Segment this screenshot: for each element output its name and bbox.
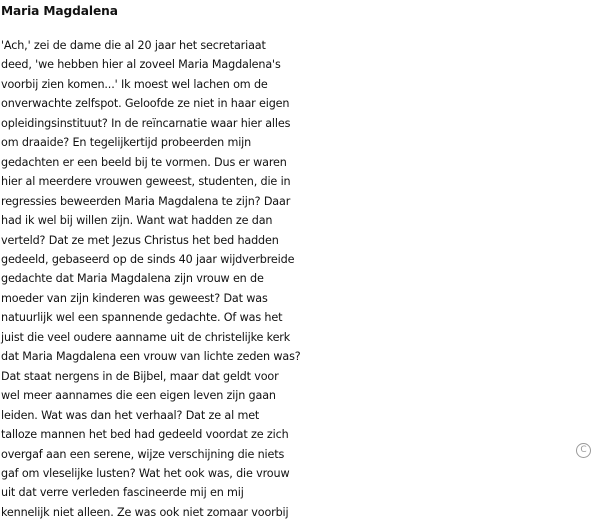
text-line: juist die veel oudere aanname uit de christelijke kerk xyxy=(1,330,291,344)
text-line: opleidingsinstituut? In de reïncarnatie waar hier alles xyxy=(1,116,291,130)
text-line: om draaide? En tegelijkertijd probeerden mijn xyxy=(1,136,252,150)
text-line: deed, 'we hebben hier al zoveel Maria Magdalena's xyxy=(1,58,281,72)
page-title: Maria Magdalena xyxy=(1,4,118,18)
text-line: gedachte dat Maria Magdalena zijn vrouw en de xyxy=(1,272,264,286)
text-line: talloze mannen het bed had gedeeld voordat ze zich xyxy=(1,428,289,442)
document-page xyxy=(1,0,301,522)
text-line: regressies beweerden Maria Magdalena te zijn? Daar xyxy=(1,194,291,208)
text-line: gedachten er een beeld bij te vormen. Dus er waren xyxy=(1,155,287,169)
text-line: gedeeld, gebaseerd op de sinds 40 jaar wijdverbreide xyxy=(1,252,295,266)
text-line: wel meer aannames die een eigen leven zijn gaan xyxy=(1,389,276,403)
text-line: uit dat verre verleden fascineerde mij en mij xyxy=(1,486,244,500)
text-line: kennelijk niet alleen. Ze was ook niet zomaar voorbij xyxy=(1,505,289,519)
text-line: overgaf aan een serene, wijze verschijning die niets xyxy=(1,447,285,461)
text-line: hier al meerdere vrouwen geweest, studenten, die in xyxy=(1,175,291,189)
text-line: dat Maria Magdalena een vrouw van lichte zeden was? xyxy=(1,350,301,364)
text-line: natuurlijk wel een spannende gedachte. Of was het xyxy=(1,311,283,325)
text-line: leiden. Wat was dan het verhaal? Dat ze al met xyxy=(1,408,260,422)
text-line: verteld? Dat ze met Jezus Christus het bed hadden xyxy=(1,233,279,247)
text-line: 'Ach,' zei de dame die al 20 jaar het secretariaat xyxy=(1,39,266,52)
body-text xyxy=(1,36,301,522)
text-line: moeder van zijn kinderen was geweest? Dat was xyxy=(1,291,268,305)
copyright-icon: C xyxy=(576,443,591,458)
text-line: onverwachte zelfspot. Geloofde ze niet in haar eigen xyxy=(1,97,290,111)
text-line: gaf om vleselijke lusten? Wat het ook was, die vrouw xyxy=(1,466,290,480)
text-line: had ik wel bij willen zijn. Want wat hadden ze dan xyxy=(1,214,273,228)
text-line: Dat staat nergens in de Bijbel, maar dat geldt voor xyxy=(1,369,279,383)
text-line: voorbij zien komen...' Ik moest wel lachen om de xyxy=(1,77,268,91)
